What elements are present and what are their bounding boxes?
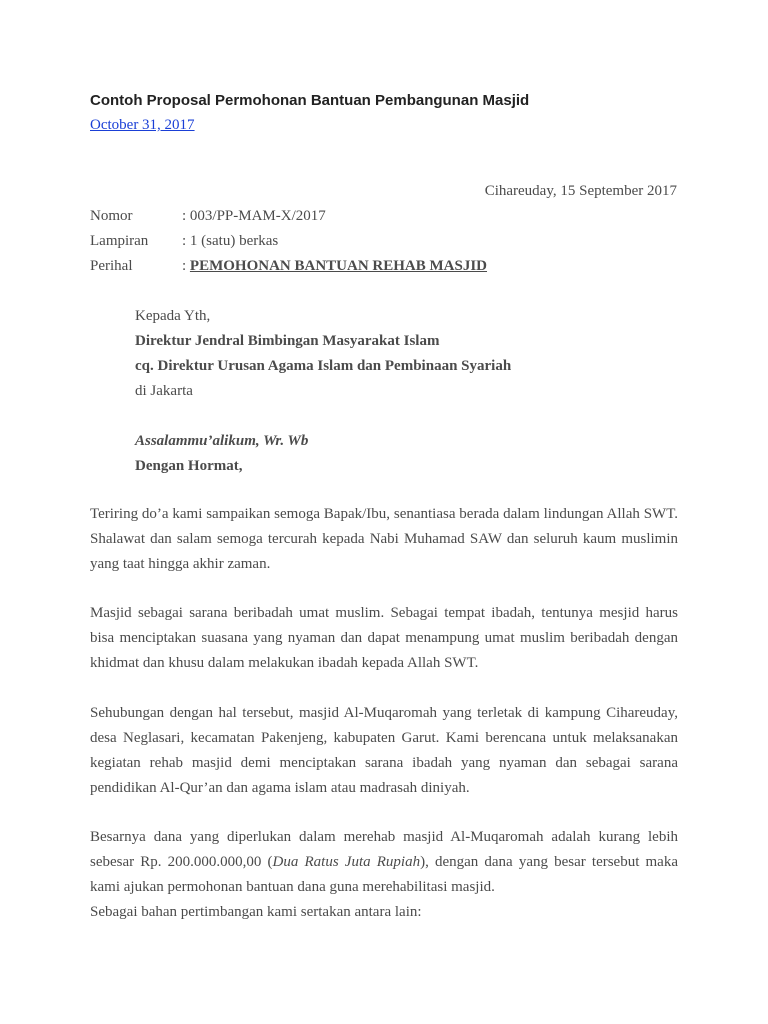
meta-value: : 1 (satu) berkas: [182, 233, 279, 249]
addressee-line: di Jakarta: [135, 383, 193, 399]
page-title: Contoh Proposal Permohonan Bantuan Pembangunan Masjid: [90, 92, 530, 109]
meta-key: Nomor: [90, 208, 133, 224]
body-paragraph: Masjid sebagai sarana beribadah umat muslim. Sebagai tempat ibadah, tentunya mesjid harus bisa menciptakan suasana yang nyaman dan dapat menampung umat muslim beribadah dengan khidmat dan khusu dalam melakukan ibadah kepada Allah SWT.: [90, 605, 678, 671]
body-paragraph: Teriring do’a kami sampaikan semoga Bapak/Ibu, senantiasa berada dalam lindungan Allah SWT. Shalawat dan salam semoga tercurah kepada Nabi Muhamad SAW dan seluruh kaum muslimin yang taat hingga akhir zaman.: [90, 506, 678, 572]
addressee-line: Direktur Jendral Bimbingan Masyarakat Islam: [135, 333, 440, 349]
letter-meta: [90, 207, 487, 282]
meta-value: : 003/PP-MAM-X/2017: [182, 208, 326, 224]
salutation: Assalammu’alikum, Wr. Wb: [135, 433, 309, 449]
paragraph-text: Sebagai bahan pertimbangan kami sertakan antara lain:: [90, 904, 422, 920]
meta-row-perihal: [90, 257, 487, 282]
amount-in-words: Dua Ratus Juta Rupiah: [272, 854, 421, 870]
letter-place-date: Cihareuday, 15 September 2017: [484, 183, 677, 199]
meta-key: Lampiran: [90, 233, 149, 249]
meta-key: Perihal: [90, 258, 133, 274]
post-date-link[interactable]: October 31, 2017: [90, 117, 195, 133]
paragraph-text: Besarnya dana yang diperlukan dalam merehab masjid Al-Muqaromah adalah kurang lebih sebesar Rp. 200.000.000,00 (: [90, 829, 678, 870]
greeting-block: [135, 432, 308, 482]
addressee-block: [135, 307, 511, 407]
body-paragraph: Sehubungan dengan hal tersebut, masjid Al-Muqaromah yang terletak di kampung Cihareuday, desa Neglasari, kecamatan Pakenjeng, kabupaten Garut. Kami berencana untuk melaksanakan kegiatan rehab masjid demi menciptakan sarana ibadah yang nyaman dan sebagai sarana pendidikan Al-Qur’an dan agama islam atau madrasah diniyah.: [90, 705, 678, 796]
meta-row-nomor: [90, 207, 487, 232]
meta-value-subject: PEMOHONAN BANTUAN REHAB MASJID: [189, 258, 488, 274]
body-paragraph: [90, 825, 678, 925]
addressee-line: cq. Direktur Urusan Agama Islam dan Pembinaan Syariah: [135, 358, 512, 374]
meta-separator: :: [182, 258, 190, 274]
meta-row-lampiran: [90, 232, 487, 257]
opening: Dengan Hormat,: [135, 458, 243, 474]
paragraph-text: ), dengan dana yang besar tersebut maka kami ajukan permohonan bantuan dana guna merehabilitasi masjid.: [90, 854, 678, 895]
addressee-line: Kepada Yth,: [135, 308, 211, 324]
